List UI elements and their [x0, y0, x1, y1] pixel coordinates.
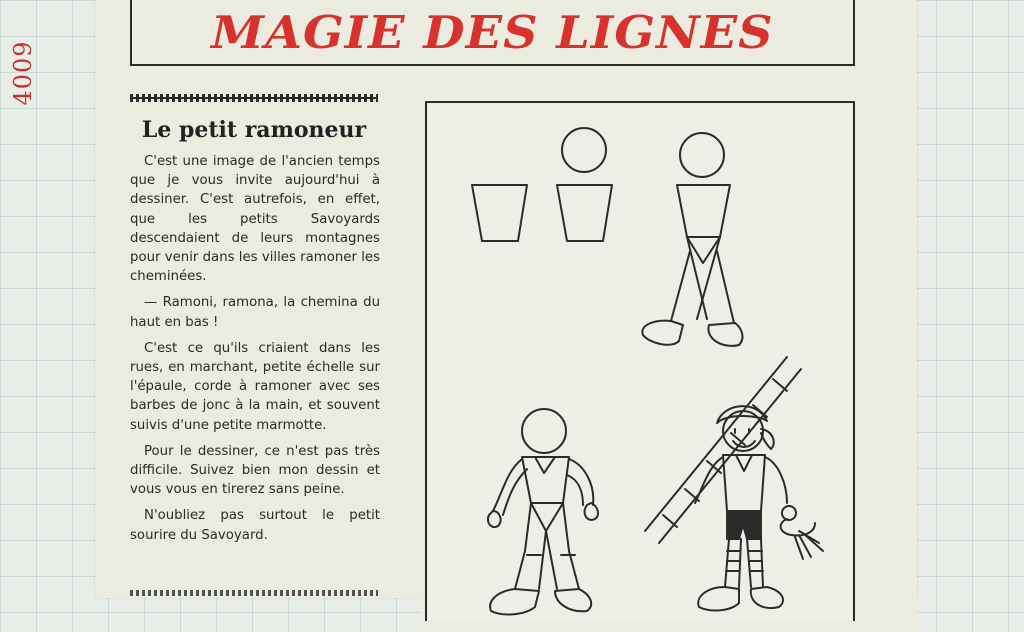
article-paragraph-3: C'est ce qu'ils criaient dans les rues, en marchant, petite échelle sur l'épaule, corde à ramoner avec ses barbes de jonc à la main, et souvent suivis d'une petite marmotte.: [130, 340, 380, 433]
step-4-arms-and-body: [488, 409, 598, 614]
article-paragraph-1: C'est une image de l'ancien temps que je vous invite aujourd'hui à dessiner. C'est autrefois, en effet, que les petits Savoyards descendaient de leurs montagnes pour venir dans les villes ramoner les cheminées.: [130, 154, 380, 285]
decorative-rule-top: [130, 94, 378, 102]
page-title: MAGIE DES LIGNES: [211, 5, 774, 59]
step-1-trapezoid: [472, 185, 527, 241]
article-heading: Le petit ramoneur: [141, 117, 367, 143]
step-2-head-and-trunk: [557, 128, 612, 241]
handwritten-reference-number: 4009: [9, 40, 37, 106]
article-paragraph-5: N'oubliez pas surtout le petit sourire du Savoyard.: [130, 508, 380, 543]
step-3-legs-and-shoes: [642, 133, 742, 346]
article-body: [130, 152, 380, 552]
decorative-rule-bottom: [130, 590, 378, 596]
article-paragraph-4: Pour le dessiner, ce n'est pas très difficile. Suivez bien mon dessin et vous vous en tirerez sans peine.: [130, 443, 380, 498]
step-5-finished-chimney-sweep: [645, 357, 823, 610]
drawing-steps-figure: [425, 101, 855, 621]
chimney-sweep-illustration: [427, 103, 857, 623]
article-paragraph-2: — Ramoni, ramona, la chemina du haut en bas !: [130, 295, 380, 330]
title-box: [130, 0, 855, 66]
